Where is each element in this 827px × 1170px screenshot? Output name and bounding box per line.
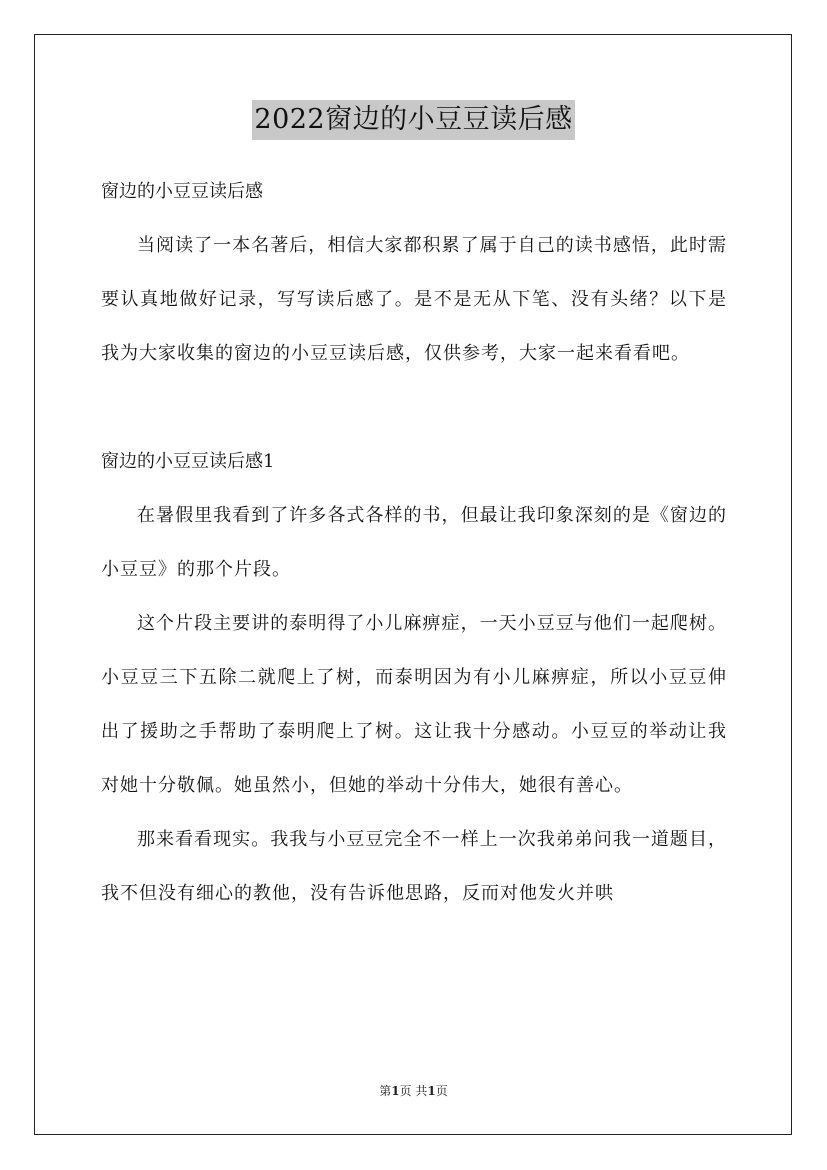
- footer-page-total: 1: [427, 1084, 436, 1098]
- footer-page-mid: 页 共: [399, 1084, 428, 1098]
- title-container: [0, 100, 827, 140]
- paragraph-spacer: [101, 381, 727, 435]
- document-title: 2022窗边的小豆豆读后感: [252, 100, 574, 140]
- footer-page-suffix: 页: [435, 1084, 448, 1098]
- document-body: [101, 165, 727, 921]
- footer-page-prefix: 第: [379, 1084, 392, 1098]
- footer-page-current: 1: [391, 1084, 400, 1098]
- page-footer: [0, 1082, 827, 1100]
- section1-heading: 窗边的小豆豆读后感1: [101, 451, 275, 472]
- section1-paragraph-3: 那来看看现实。我我与小豆豆完全不一样上一次我弟弟问我一道题目，我不但没有细心的教他，没有告诉他思路，反而对他发火并哄: [101, 829, 727, 904]
- intro-paragraph: 当阅读了一本名著后，相信大家都积累了属于自己的读书感悟，此时需要认真地做好记录，写写读后感了。是不是无从下笔、没有头绪？以下是我为大家收集的窗边的小豆豆读后感，仅供参考，大家一起来看看吧。: [101, 235, 727, 364]
- intro-heading: 窗边的小豆豆读后感: [101, 181, 263, 202]
- section1-paragraph-1: 在暑假里我看到了许多各式各样的书，但最让我印象深刻的是《窗边的小豆豆》的那个片段。: [101, 505, 727, 580]
- section1-paragraph-2: 这个片段主要讲的泰明得了小儿麻痹症，一天小豆豆与他们一起爬树。小豆豆三下五除二就爬上了树，而泰明因为有小儿麻痹症，所以小豆豆伸出了援助之手帮助了泰明爬上了树。这让我十分感动。小豆豆的举动让我对她十分敬佩。她虽然小，但她的举动十分伟大，她很有善心。: [101, 613, 727, 796]
